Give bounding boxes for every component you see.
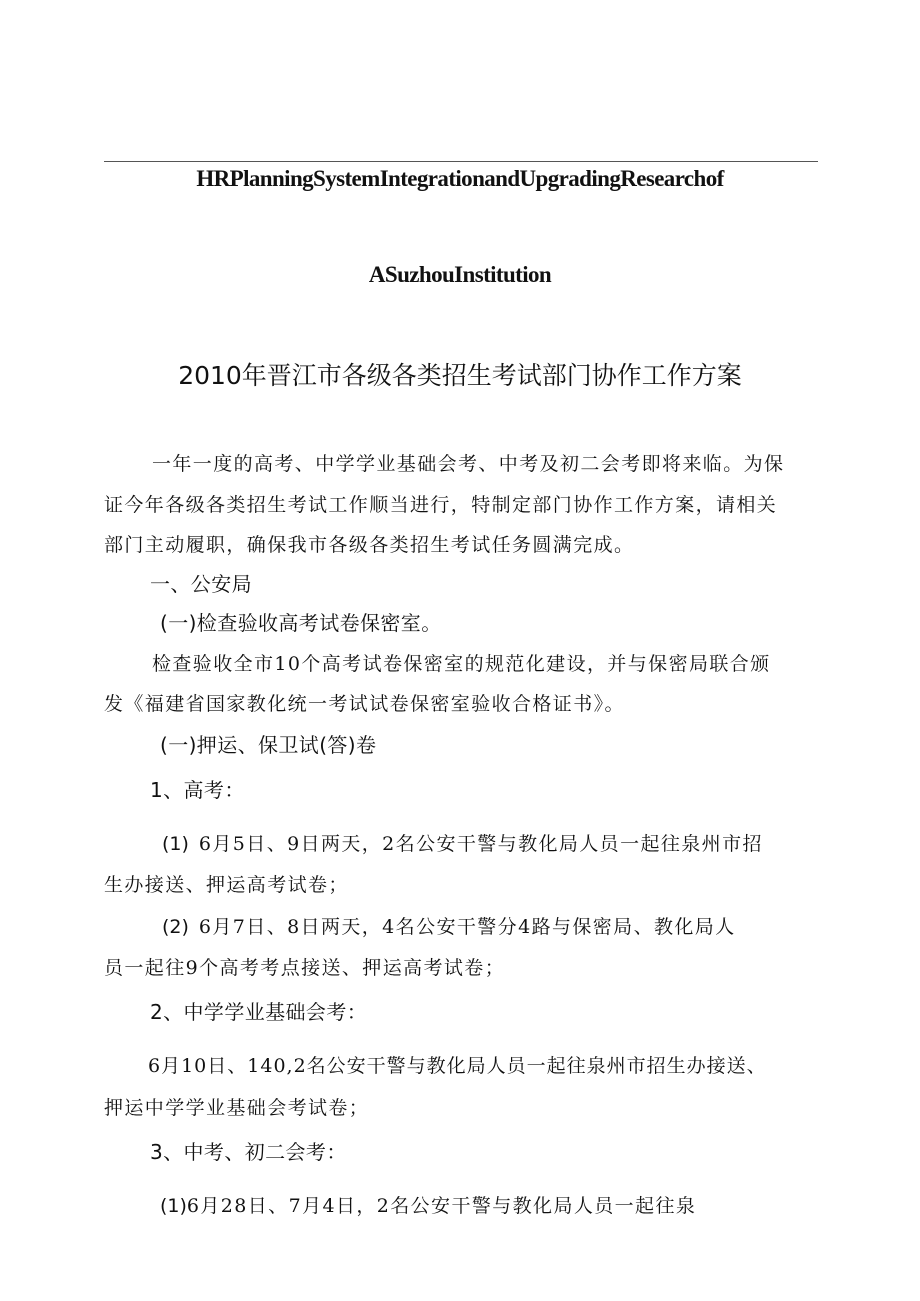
huikao-line2: 押运中学学业基础会考试卷； [104,1097,370,1119]
subsection-heading-escort: (一)押运、保卫试(答)卷 [160,733,377,757]
intro-paragraph-line1: 一年一度的高考、中学学业基础会考、中考及初二会考即将来临。为保 [152,453,785,475]
gaokao-item2-text: 6月7日、8日两天，4名公安干警分4路与保密局、教化局人 [198,916,736,938]
gaokao-item2-line1 [162,912,736,939]
english-title-line1: HRPlanningSystemIntegrationandUpgradingResearchof [196,166,724,191]
gaokao-item2-number: (2) [162,916,189,938]
document-title: 2010年晋江市各级各类招生考试部门协作工作方案 [178,361,742,390]
gaokao-item1-number: (1) [162,833,189,855]
inspection-paragraph-line2: 发《福建省国家教化统一考试试卷保密室验收合格证书》。 [104,693,625,715]
intro-paragraph-line2: 证今年各级各类招生考试工作顺当进行，特制定部门协作工作方案，请相关 [104,494,778,516]
intro-paragraph-line3: 部门主动履职，确保我市各级各类招生考试任务圆满完成。 [104,534,635,556]
zhongkao-item1-line1 [160,1191,696,1218]
zhongkao-item1-number: (1) [160,1195,187,1217]
gaokao-heading: 1、高考： [150,778,245,802]
english-title-line2: ASuzhouInstitution [368,262,552,287]
gaokao-item1-line1 [162,829,763,856]
zhongkao-heading: 3、中考、初二会考： [150,1140,347,1164]
huikao-heading: 2、中学学业基础会考： [150,1000,368,1024]
inspection-paragraph-line1: 检查验收全市10个高考试卷保密室的规范化建设，并与保密局联合颁 [152,653,771,675]
zhongkao-item1-text: 6月28日、7月4日，2名公安干警与教化局人员一起往泉 [186,1195,697,1217]
gaokao-item1-line2: 生办接送、押运高考试卷； [104,874,349,896]
gaokao-item1-text: 6月5日、9日两天，2名公安干警与教化局人员一起往泉州市招 [198,833,763,855]
huikao-line1: 6月10日、140,2名公安干警与教化局人员一起往泉州市招生办接送、 [148,1055,767,1077]
gaokao-item2-line2: 员一起往9个高考考点接送、押运高考试卷； [104,957,506,979]
subsection-heading-inspection: (一)检查验收高考试卷保密室。 [160,611,442,635]
section-heading-police: 一、公安局 [150,572,252,596]
header-rule [104,161,818,162]
